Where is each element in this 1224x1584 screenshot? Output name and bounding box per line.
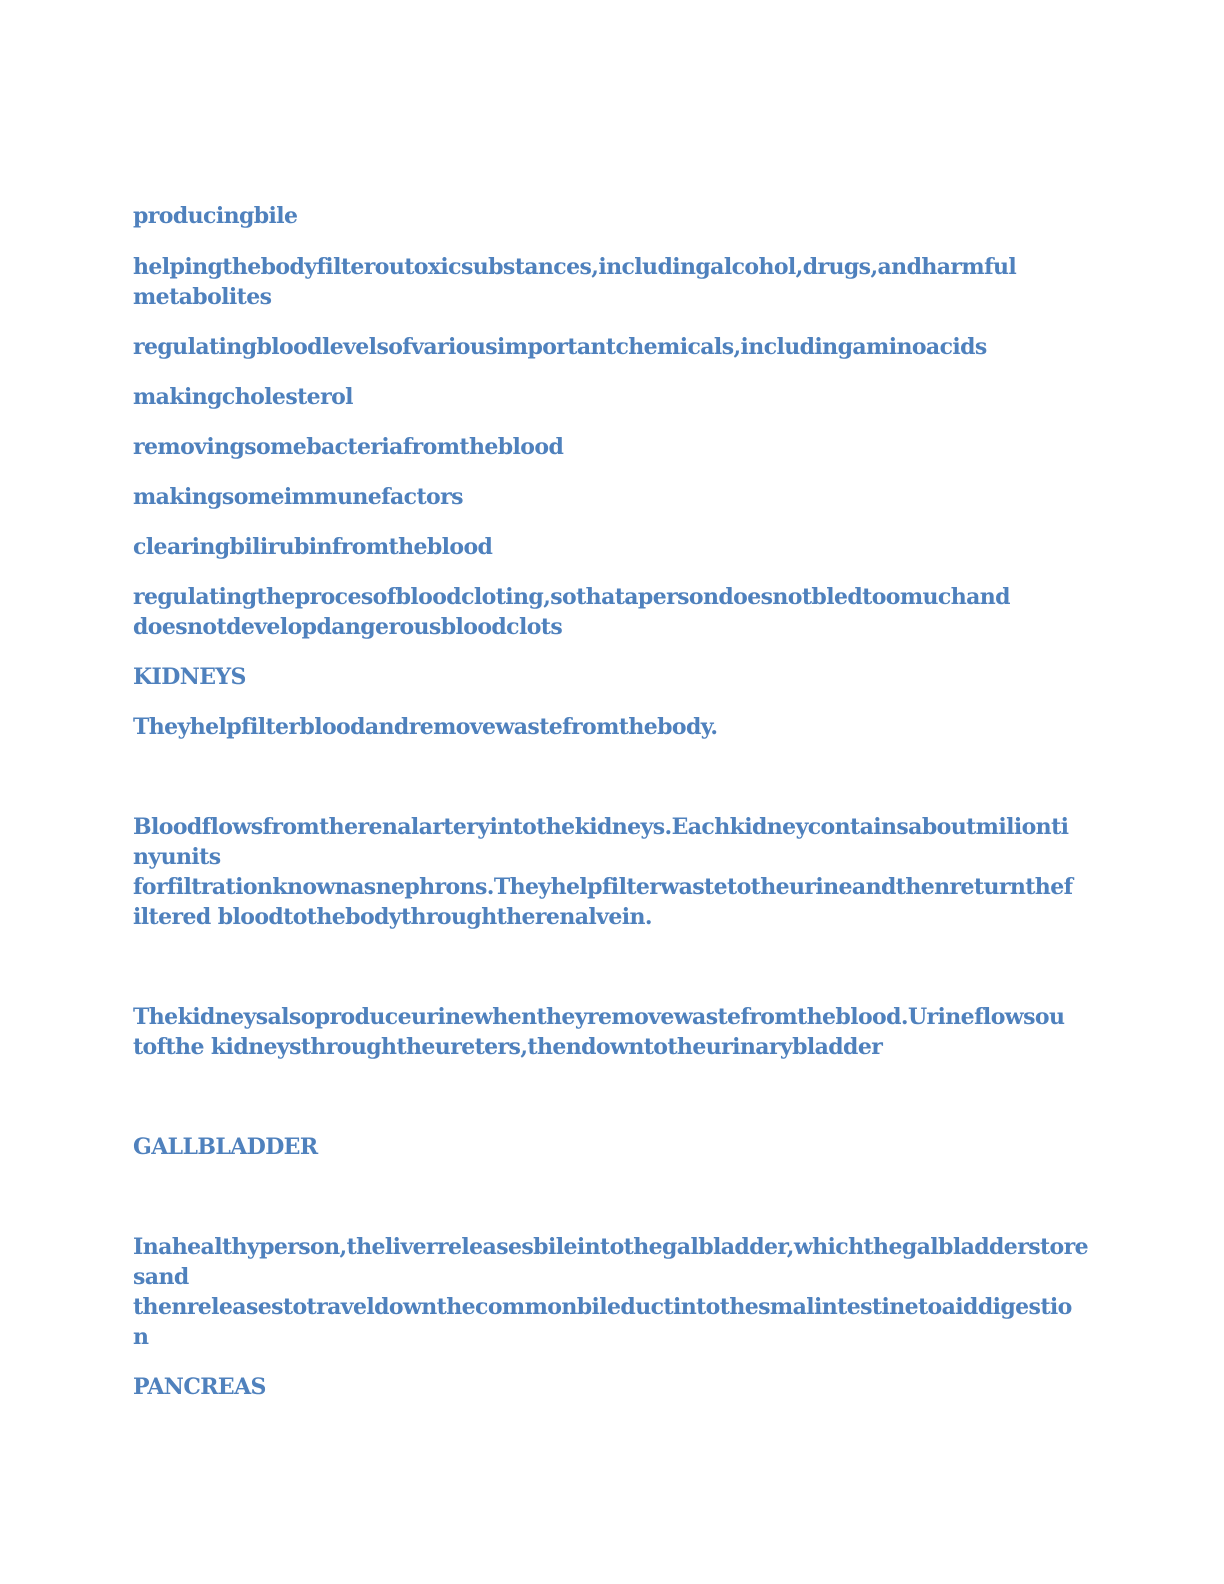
- text-line: regulatingbloodlevelsofvariousimportantchemicals,includingaminoacids: [133, 334, 987, 360]
- text-line: sand: [133, 1264, 189, 1290]
- text-line: nyunits: [133, 844, 221, 870]
- section-heading-pancreas: PANCREAS: [133, 1374, 266, 1400]
- text-line: producingbile: [133, 203, 298, 229]
- text-line: thenreleasestotraveldownthecommonbileductintothesmalintestinetoaiddigestio: [133, 1294, 1072, 1320]
- text-line: metabolites: [133, 284, 272, 310]
- text-line: doesnotdevelopdangerousbloodclots: [133, 614, 563, 640]
- text-line: helpingthebodyfilteroutoxicsubstances,includingalcohol,drugs,andharmful: [133, 254, 1017, 280]
- text-line: iltered bloodtothebodythroughtherenalvein.: [133, 904, 652, 930]
- text-line: removingsomebacteriafromtheblood: [133, 434, 564, 460]
- text-line: Theyhelpfilterbloodandremovewastefromthebody.: [133, 714, 718, 740]
- text-line: makingcholesterol: [133, 384, 353, 410]
- text-line: forfiltrationknownasnephrons.Theyhelpfilterwastetotheurineandthenreturnthef: [133, 874, 1073, 900]
- text-line: tofthe kidneysthroughtheureters,thendowntotheurinarybladder: [133, 1034, 883, 1060]
- section-heading-gallbladder: GALLBLADDER: [133, 1134, 318, 1160]
- text-line: regulatingtheprocesofbloodcloting,sothatapersondoesnotbledtoomuchand: [133, 584, 1010, 610]
- text-line: Thekidneysalsoproduceurinewhentheyremovewastefromtheblood.Urineflowsou: [133, 1004, 1065, 1030]
- text-line: n: [133, 1324, 149, 1350]
- text-line: Bloodflowsfromtherenalarteryintothekidneys.Eachkidneycontainsaboutmilionti: [133, 814, 1069, 840]
- section-heading-kidneys: KIDNEYS: [133, 664, 246, 690]
- text-line: clearingbilirubinfromtheblood: [133, 534, 493, 560]
- text-line: Inahealthyperson,theliverreleasesbileintothegalbladder,whichthegalbladderstore: [133, 1234, 1089, 1260]
- text-line: makingsomeimmunefactors: [133, 484, 463, 510]
